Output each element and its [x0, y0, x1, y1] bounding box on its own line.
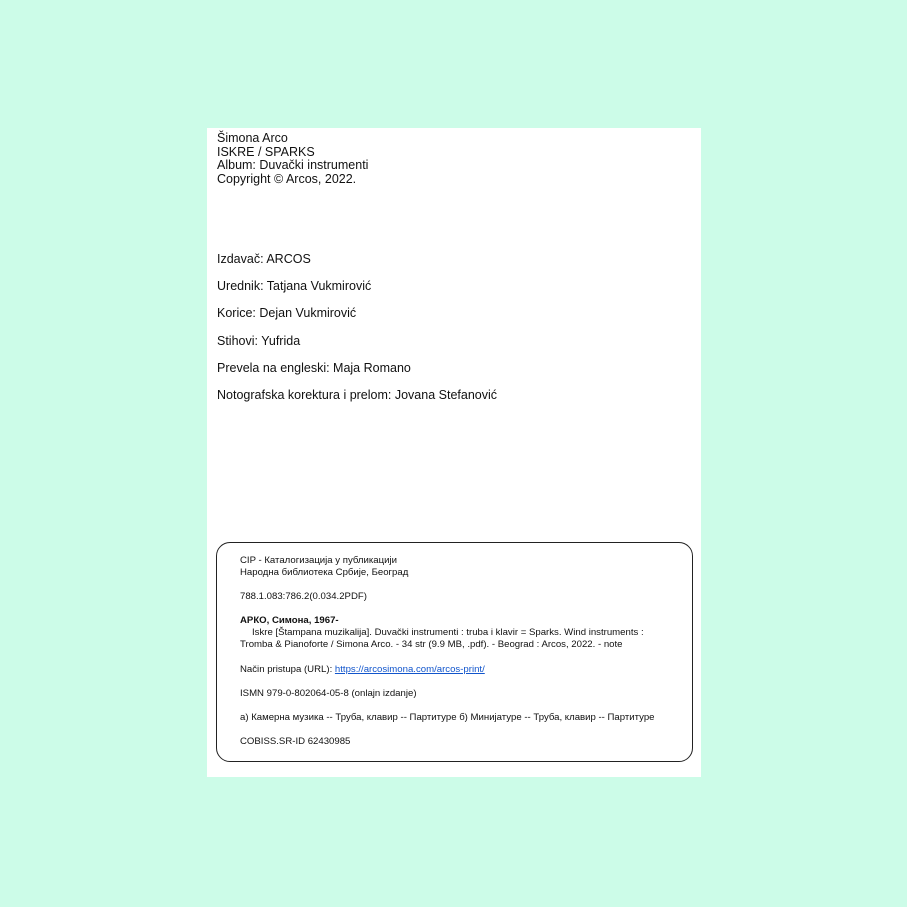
- title-block: [217, 132, 368, 186]
- cip-access-link[interactable]: https://arcosimona.com/arcos-print/: [334, 663, 485, 675]
- cip-description-line-2: Tromba & Pianoforte / Simona Arco. - 34 str (9.9 MB, .pdf). - Beograd : Arcos, 2022. - note: [240, 639, 623, 651]
- cover-line: Korice: Dejan Vukmirović: [217, 306, 357, 321]
- document-page: [207, 128, 701, 777]
- cip-classification: 788.1.083:786.2(0.034.2PDF): [240, 591, 367, 603]
- work-title: ISKRE / SPARKS: [217, 144, 315, 159]
- cip-description-line-1: Iskre [Štampana muzikalija]. Duvački instrumenti : truba i klavir = Sparks. Wind instruments :: [252, 627, 644, 639]
- cip-author-entry: АРКО, Симона, 1967-: [240, 615, 339, 627]
- editor-line: Urednik: Tatjana Vukmirović: [217, 279, 372, 294]
- cip-record-content: [240, 555, 682, 748]
- cip-access-label: Način pristupa (URL):: [240, 663, 333, 675]
- copyright-line: Copyright © Arcos, 2022.: [217, 171, 357, 186]
- cip-heading: CIP - Каталогизација у публикацији: [240, 555, 397, 566]
- proofreading-line: Notografska korektura i prelom: Jovana Stefanović: [217, 387, 497, 402]
- translation-line: Prevela na engleski: Maja Romano: [217, 360, 411, 375]
- author-name: Šimona Arco: [217, 131, 288, 145]
- publisher-line: Izdavač: ARCOS: [217, 252, 311, 266]
- cip-subjects: а) Камерна музика -- Труба, клавир -- Партитуре б) Минијатуре -- Труба, клавир -- Партитуре: [240, 711, 655, 723]
- cip-access-line: [240, 664, 682, 676]
- cip-cobiss-id: COBISS.SR-ID 62430985: [240, 736, 351, 748]
- cip-library: Народна библиотека Србије, Београд: [240, 567, 409, 578]
- cip-record-box: [216, 542, 693, 762]
- verses-line: Stihovi: Yufrida: [217, 333, 301, 348]
- credits-block: [217, 251, 497, 414]
- cip-ismn: ISMN 979-0-802064-05-8 (onlajn izdanje): [240, 687, 417, 699]
- album-line: Album: Duvački instrumenti: [217, 158, 369, 173]
